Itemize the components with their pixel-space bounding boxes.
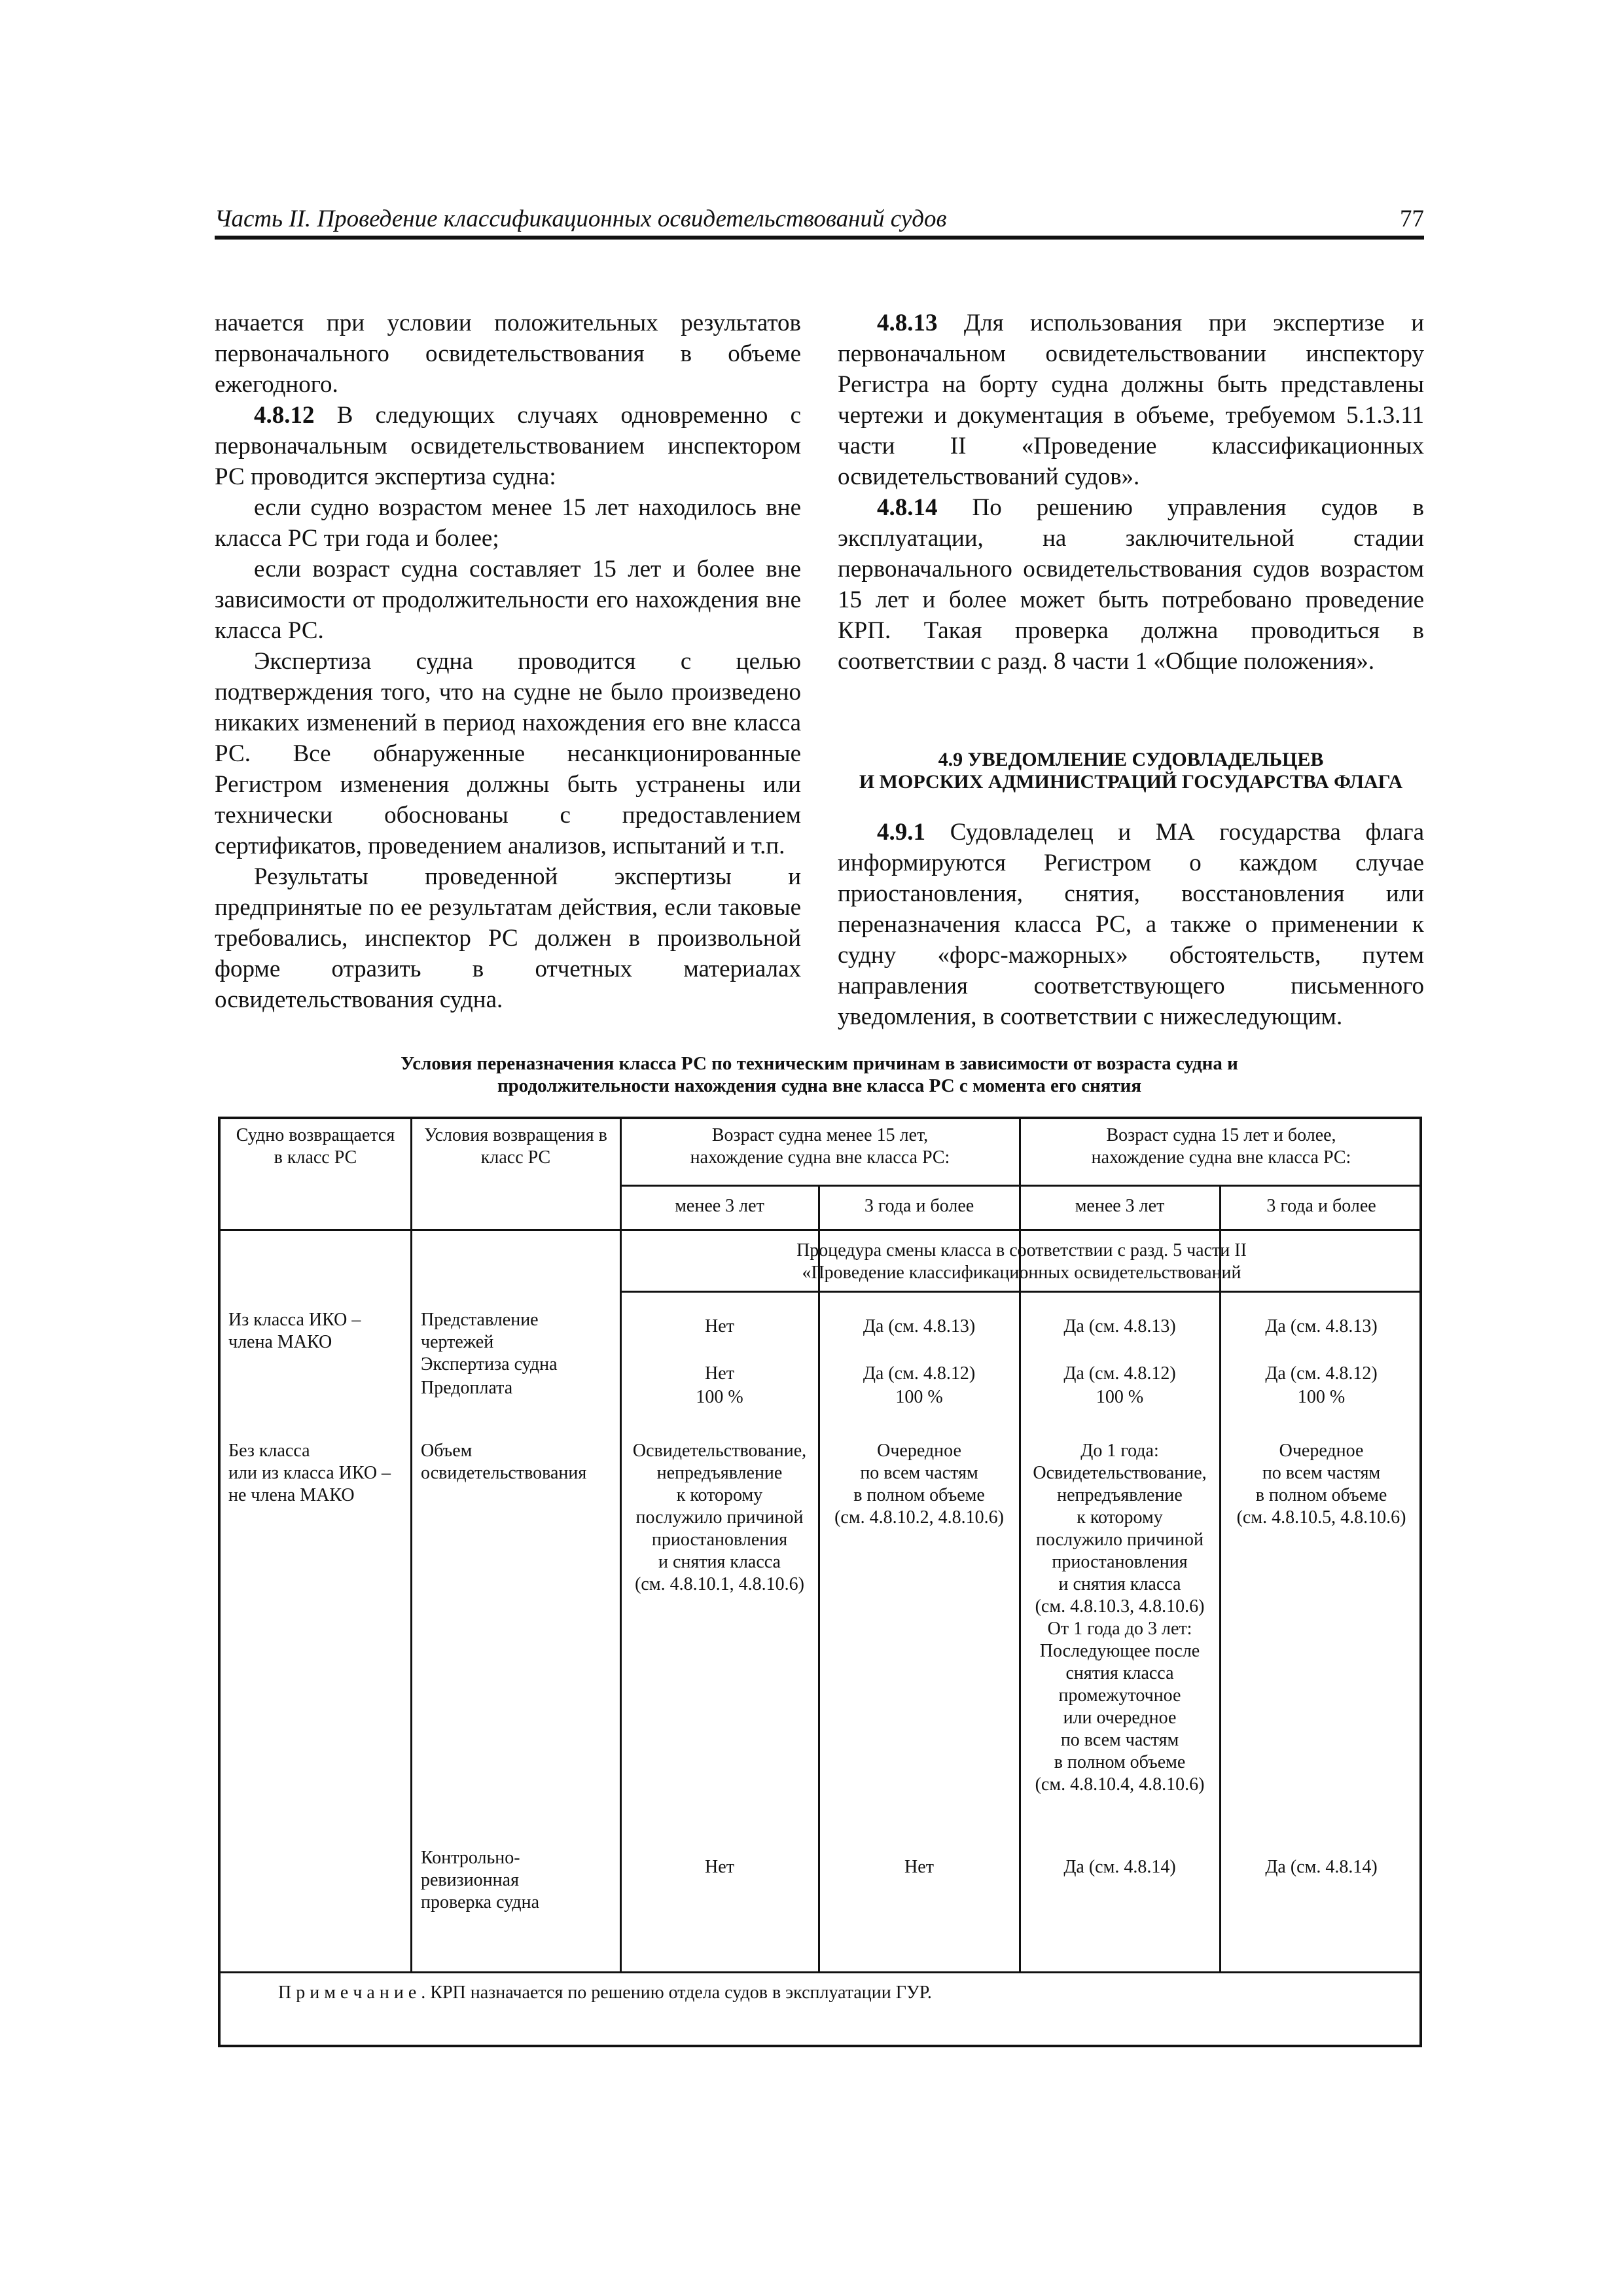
header-age-under-15 [621,1124,1019,1169]
header-line: класс РС [480,1147,551,1168]
cell-line: Без класса [228,1441,310,1461]
class-reassignment-table [218,1117,1422,2047]
cell-line: Очередное [1279,1441,1364,1461]
cell-line: снятия класса [1065,1663,1174,1683]
right-column [838,308,1424,1032]
cell-line: или из класса ИКО – [228,1463,391,1483]
cell-line: и снятия класса [658,1552,781,1572]
cell-line: послужило причиной [635,1507,804,1528]
cell-line: промежуточное [1058,1685,1181,1706]
cell-scope [1221,1440,1422,1529]
cell-krp: Да (см. 4.8.14) [1063,1857,1176,1877]
paragraph: Экспертиза судна проводится с целью подтверждения того, что на судне не было произведено никаких изменений в период нахождения его вне класса РС. Все обнаруженные несанкционированные Регистром изменения должны быть устранены или технически обоснованы с предоставлением сертификатов, проведением анализов, испытаний и т.п. [215,648,801,859]
header-line: нахождение судна вне класса РС: [1091,1147,1351,1168]
cell-line: чертежей [421,1332,494,1352]
cell-line: Освидетельствование, [632,1441,807,1461]
cell-prepayment: 100 % [696,1387,743,1407]
cell-line: к которому [676,1485,763,1505]
paragraph: если возраст судна составляет 15 лет и более вне зависимости от продолжительности его нахождения вне класса РС. [215,556,801,644]
cell-line: в полном объеме [853,1485,985,1505]
paragraph-4-8-13 [838,308,1424,492]
cell-line: До 1 года: [1080,1441,1159,1461]
cell-line: Представление [421,1310,539,1330]
header-line: Возраст судна менее 15 лет, [711,1125,929,1145]
cell-drawings: Да (см. 4.8.13) [1265,1316,1378,1336]
running-title: Часть II. Проведение классификационных освидетельствований судов [215,206,947,232]
cell-line: по всем частям [1060,1730,1179,1750]
cell-line: Очередное [877,1441,961,1461]
subheader: менее 3 лет [1075,1196,1165,1216]
grid-line [620,1291,1422,1293]
cell-line: освидетельствования [421,1463,587,1483]
table-note [278,1982,1391,2004]
cell-line: в полном объеме [1054,1752,1186,1772]
cell-line: (см. 4.8.10.3, 4.8.10.6) [1035,1596,1205,1617]
paragraph-4-9-1 [838,817,1424,1032]
cell-line: (см. 4.8.10.2, 4.8.10.6) [834,1507,1004,1528]
cell-line: Из класса ИКО – [228,1310,361,1330]
cell-krp: Нет [904,1857,934,1877]
cell-scope [819,1440,1019,1529]
paragraph: Результаты проведенной экспертизы и предпринятые по ее результатам действия, если таковые требовались, инспектор РС должен в произвольной форме отразить в отчетных материалах освидетельствования судна. [215,863,801,1013]
cell-line: Объем [421,1441,473,1461]
cell-line: Последующее после [1039,1641,1200,1661]
grid-line [620,1185,1422,1187]
cell-line: Освидетельствование, [1033,1463,1207,1483]
clause-text: По решению управления судов в эксплуатации, на заключительной стадии первоначального освидетельствования судов возрастом 15 лет и более может быть потребовано проведение КРП. Такая проверка должна проводиться в соответствии с разд. 8 части 1 «Общие положения». [838,494,1424,675]
header-ship-returns [221,1124,410,1169]
subheader: 3 года и более [1266,1196,1376,1216]
row-from-iacs-member [228,1309,409,1354]
procedure-line: «Проведение классификационных освидетельствований [802,1263,1241,1283]
note-label: П р и м е ч а н и е . [278,1982,426,2003]
clause-text: В следующих случаях одновременно с первоначальным освидетельствованием инспектором РС проводится экспертиза судна: [215,402,801,490]
cell-line: к которому [1077,1507,1163,1528]
header-line: нахождение судна вне класса РС: [690,1147,950,1168]
caption-line: продолжительности нахождения судна вне класса РС с момента его снятия [497,1075,1142,1096]
clause-number: 4.8.14 [877,494,938,521]
subheader: менее 3 лет [675,1196,764,1216]
paragraph-4-8-14 [838,492,1424,677]
left-column [215,308,801,1015]
cell-krp: Да (см. 4.8.14) [1265,1857,1378,1877]
row-no-class-or-non-member [228,1440,409,1507]
condition-drawings [421,1309,617,1354]
grid-line [410,1119,412,1971]
cell-line: непредъявление [1057,1485,1183,1505]
cell-line: непредъявление [656,1463,783,1483]
note-text: КРП назначается по решению отдела судов в эксплуатации ГУР. [425,1982,932,2003]
cell-line: (см. 4.8.10.1, 4.8.10.6) [635,1574,804,1594]
clause-number: 4.8.13 [877,310,938,336]
cell-line: (см. 4.8.10.5, 4.8.10.6) [1236,1507,1406,1528]
cell-line: по всем частям [1262,1463,1381,1483]
cell-line: и снятия класса [1058,1574,1181,1594]
cell-expertise: Да (см. 4.8.12) [1265,1363,1378,1384]
section-heading [838,749,1424,793]
cell-line: не члена МАКО [228,1485,355,1505]
section-heading-line: 4.9 УВЕДОМЛЕНИЕ СУДОВЛАДЕЛЬЦЕВ [938,749,1324,770]
procedure-line: Процедура смены класса в соответствии с разд. 5 части II [796,1240,1247,1261]
cell-line: по всем частям [860,1463,978,1483]
cell-drawings: Да (см. 4.8.13) [1063,1316,1176,1336]
header-line: Судно возвращается [236,1125,395,1145]
cell-line: в полном объеме [1255,1485,1387,1505]
grid-line [221,1229,1422,1231]
cell-line: или очередное [1063,1708,1177,1728]
clause-text: Для использования при экспертизе и первоначальном освидетельствовании инспектору Регистра на борту судна должны быть представлены чертежи и документация в объеме, требуемом 5.1.3.11 части II «Проведение классификационных освидетельствований судов». [838,310,1424,490]
procedure-note [621,1240,1422,1284]
cell-line: ревизионная [421,1870,519,1890]
page-number: 77 [1400,206,1424,232]
header-line: Возраст судна 15 лет и более, [1106,1125,1336,1145]
clause-number: 4.8.12 [254,402,315,429]
cell-scope [621,1440,818,1596]
grid-line [1219,1185,1221,1971]
caption-line: Условия переназначения класса РС по техническим причинам в зависимости от возраста судна и [401,1053,1238,1074]
cell-line: приостановления [1052,1552,1188,1572]
cell-prepayment: 100 % [895,1387,943,1407]
cell-scope [1020,1440,1219,1796]
grid-line [221,1971,1422,1973]
cell-line: члена МАКО [228,1332,332,1352]
cell-krp: Нет [705,1857,734,1877]
cell-drawings: Нет [705,1316,734,1336]
cell-drawings: Да (см. 4.8.13) [863,1316,976,1336]
grid-line [818,1185,820,1971]
cell-prepayment: 100 % [1297,1387,1346,1407]
header-line: Условия возвращения в [424,1125,607,1145]
cell-line: проверка судна [421,1892,540,1912]
cell-expertise: Нет [705,1363,734,1384]
header-age-15-plus [1020,1124,1422,1169]
paragraph: если судно возрастом менее 15 лет находилось вне класса РС три года и более; [215,494,801,552]
cell-line: приостановления [651,1530,788,1550]
header-line: в класс РС [274,1147,357,1168]
header-conditions [412,1124,620,1169]
cell-line: Контрольно- [421,1848,520,1868]
cell-line: (см. 4.8.10.4, 4.8.10.6) [1035,1774,1205,1795]
cell-prepayment: 100 % [1096,1387,1144,1407]
table-caption [215,1052,1424,1097]
running-header [215,196,1424,240]
cell-expertise: Да (см. 4.8.12) [863,1363,976,1384]
condition-expertise: Экспертиза судна [421,1354,558,1374]
paragraph: начается при условии положительных результатов первоначального освидетельствования в объеме ежегодного. [215,310,801,398]
condition-survey-scope [421,1440,617,1484]
condition-krp [421,1847,617,1914]
clause-number: 4.9.1 [877,819,925,846]
clause-text: Судовладелец и МА государства флага информируются Регистром о каждом случае приостановления, снятия, восстановления или переназначения класса РС, а также о применении к судну «форс-мажорных» обстоятельств, путем направления соответствующего письменного уведомления, в соответствии с нижеследующим. [838,819,1424,1030]
cell-line: послужило причиной [1035,1530,1204,1550]
condition-prepayment: Предоплата [421,1378,513,1398]
cell-expertise: Да (см. 4.8.12) [1063,1363,1176,1384]
subheader: 3 года и более [864,1196,974,1216]
paragraph-4-8-12 [215,400,801,492]
section-heading-line: И МОРСКИХ АДМИНИСТРАЦИЙ ГОСУДАРСТВА ФЛАГА [859,771,1403,793]
cell-line: От 1 года до 3 лет: [1047,1619,1192,1639]
